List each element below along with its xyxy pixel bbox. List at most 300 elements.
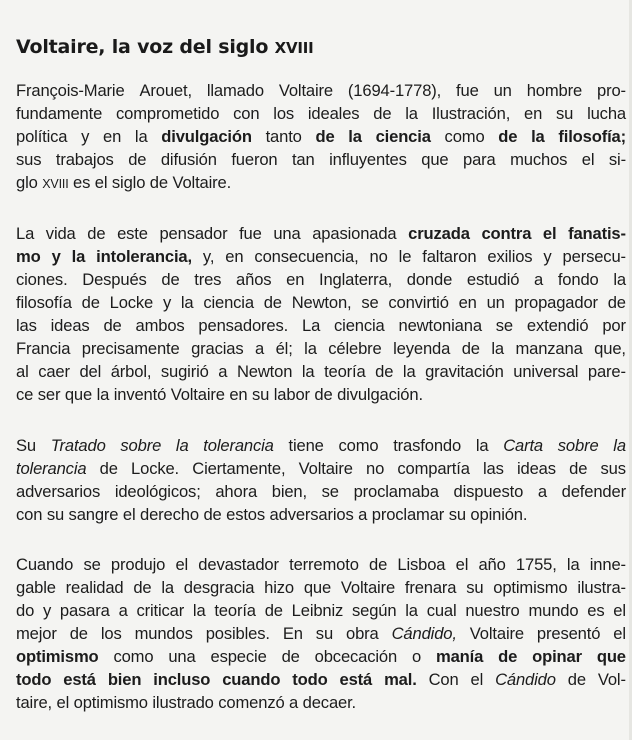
word: la <box>348 127 362 146</box>
word: a <box>218 362 228 381</box>
word: el <box>455 555 469 574</box>
word: la <box>301 362 315 381</box>
word: es <box>587 601 605 620</box>
word: realidad <box>65 578 124 597</box>
word: 1755, <box>515 555 557 574</box>
word: obra <box>346 624 379 643</box>
word: incluso <box>153 670 211 689</box>
word: Newton, <box>291 293 352 312</box>
word: el <box>470 670 484 689</box>
word: ilustrado <box>152 693 214 712</box>
article-title-century: XVIII <box>274 39 314 57</box>
word: decaer. <box>302 693 357 712</box>
text-line <box>16 337 626 360</box>
word: Voltaire. <box>172 173 232 192</box>
text-line <box>16 622 626 645</box>
text-line <box>16 268 626 291</box>
word: Francia <box>16 339 71 358</box>
word: la <box>613 270 626 289</box>
word: que <box>421 150 449 169</box>
word: produjo <box>110 555 166 574</box>
word: árbol, <box>110 362 152 381</box>
word: Cándido <box>495 670 556 689</box>
word: cruzada <box>408 224 470 243</box>
word: el <box>175 555 189 574</box>
word: glo <box>16 173 38 192</box>
word: de <box>133 578 152 597</box>
word: una <box>273 224 301 243</box>
word: de <box>264 601 283 620</box>
word: filosofía <box>16 293 72 312</box>
word: Voltaire <box>278 81 333 100</box>
word: proclamaba <box>353 482 439 501</box>
word: hombre <box>526 81 583 100</box>
word: La <box>301 316 321 335</box>
word: a <box>534 270 544 289</box>
word: taire, <box>16 693 52 712</box>
word: se <box>495 316 514 335</box>
text-line <box>16 245 626 268</box>
word: es <box>73 173 91 192</box>
word: de <box>569 459 588 478</box>
word: Newton <box>236 362 293 381</box>
word: las <box>16 316 37 335</box>
word: según <box>352 601 397 620</box>
word: bien, <box>271 482 307 501</box>
text-line <box>16 457 626 480</box>
text-line <box>16 314 626 337</box>
word: en <box>286 270 305 289</box>
word: opinar <box>532 647 582 666</box>
word: frenara <box>404 578 457 597</box>
word: divulgación. <box>337 385 423 404</box>
word: adversarios <box>269 505 354 524</box>
word: cual <box>426 601 457 620</box>
word: año <box>478 555 506 574</box>
word: ideales <box>307 104 360 123</box>
word: se <box>83 555 101 574</box>
word: propagador <box>514 293 598 312</box>
word: ideas <box>516 459 556 478</box>
word: fue <box>239 224 262 243</box>
word: política <box>16 127 68 146</box>
word: de <box>375 362 394 381</box>
word: difusión <box>160 150 217 169</box>
word: la <box>405 601 418 620</box>
word: llamado <box>206 81 264 100</box>
word: un <box>493 81 512 100</box>
word: de <box>87 224 106 243</box>
word: de <box>69 624 88 643</box>
word: Voltaire <box>298 459 353 478</box>
text-line <box>16 148 626 171</box>
word: de <box>161 270 180 289</box>
word: convirtió <box>388 293 449 312</box>
word: la <box>475 436 489 455</box>
word: no <box>369 247 388 266</box>
word: contra <box>481 224 532 243</box>
word: ciones. <box>16 270 68 289</box>
word: leyenda <box>393 339 451 358</box>
text-line <box>16 102 626 125</box>
word: obcecación <box>314 647 398 666</box>
word: se <box>361 293 379 312</box>
word: adversarios <box>16 482 101 501</box>
word: universal <box>513 362 579 381</box>
word: caer <box>38 362 70 381</box>
word: la <box>192 601 206 620</box>
word: el <box>581 150 595 169</box>
word: precisamente <box>81 339 180 358</box>
word: un <box>486 293 505 312</box>
word: célebre <box>328 339 382 358</box>
word: la <box>402 362 416 381</box>
word: de <box>149 173 168 192</box>
word: fondo <box>557 270 599 289</box>
word: la <box>161 578 174 597</box>
word: especie <box>210 647 267 666</box>
word: optimismo <box>493 578 568 597</box>
text-line <box>16 291 626 314</box>
word: todo <box>16 670 52 689</box>
word: filosofía; <box>558 127 626 146</box>
word: de <box>281 647 300 666</box>
word: teoría <box>324 362 366 381</box>
word: de <box>263 293 282 312</box>
word: Vol- <box>597 670 626 689</box>
word: y, <box>202 247 215 266</box>
word: para <box>462 150 496 169</box>
word: exilios <box>487 247 533 266</box>
text-line <box>16 125 626 148</box>
word: su <box>315 624 334 643</box>
word: compartía <box>397 459 470 478</box>
word: mejor <box>16 624 57 643</box>
word: Carta <box>503 436 544 455</box>
word: comprometido <box>115 104 220 123</box>
word: mundos <box>134 624 193 643</box>
word: (1694-1778), <box>347 81 442 100</box>
word: divulgación <box>161 127 252 146</box>
word: y <box>81 127 90 146</box>
word: estudió <box>466 270 520 289</box>
word: Voltaire <box>469 624 524 643</box>
word: ahora <box>215 482 258 501</box>
word: de <box>373 104 392 123</box>
word: Cuando <box>16 555 74 574</box>
text-line <box>16 171 626 194</box>
word: la <box>134 127 148 146</box>
word: una <box>168 647 196 666</box>
word: derecho <box>140 505 199 524</box>
text-line <box>16 576 626 599</box>
word: nuestro <box>465 601 520 620</box>
word: pensador <box>159 224 228 243</box>
word: Voltaire <box>170 385 225 404</box>
word: ideas <box>50 316 90 335</box>
text-line <box>16 599 626 622</box>
word: que <box>64 385 93 404</box>
word: de <box>498 127 518 146</box>
word: En <box>282 624 303 643</box>
word: dispuesto <box>453 482 524 501</box>
word: fanatis- <box>568 224 626 243</box>
word: su <box>252 385 270 404</box>
word: presentó <box>536 624 601 643</box>
word: donde <box>406 270 453 289</box>
word: en <box>225 247 244 266</box>
word: Leibniz <box>291 601 344 620</box>
word: a <box>255 339 265 358</box>
word: de <box>607 293 626 312</box>
word: faltaron <box>422 247 477 266</box>
word: extendió <box>526 316 589 335</box>
word: pensadores. <box>198 316 289 335</box>
word: ciencia <box>334 316 385 335</box>
word: influyentes <box>329 150 407 169</box>
word: el <box>613 601 626 620</box>
word: de <box>498 647 518 666</box>
word: mal. <box>384 670 417 689</box>
word: Voltaire <box>340 578 396 597</box>
paragraph-4 <box>16 553 626 714</box>
word: con <box>233 104 260 123</box>
word: y <box>543 247 552 266</box>
paragraph-1 <box>16 79 626 194</box>
word: la <box>405 104 418 123</box>
word: años <box>236 270 272 289</box>
word: está <box>63 670 96 689</box>
word: François-Marie <box>16 81 125 100</box>
word: de <box>203 505 222 524</box>
word: tiene <box>288 436 324 455</box>
word: la <box>304 339 317 358</box>
word: posibles. <box>205 624 270 643</box>
word: como <box>444 127 485 146</box>
word: tanto <box>265 127 302 146</box>
word: mo <box>16 247 41 266</box>
word: lucha <box>587 104 626 123</box>
word: Con <box>428 670 459 689</box>
word: newtoniana <box>398 316 482 335</box>
word: como <box>338 436 379 455</box>
word: y <box>42 601 52 620</box>
word: gravitación <box>425 362 504 381</box>
word: XVIII <box>42 177 69 191</box>
word: su <box>556 104 574 123</box>
word: Ilustración, <box>431 104 511 123</box>
word: Locke <box>109 293 154 312</box>
paragraph-3 <box>16 434 626 526</box>
word: ambos <box>135 316 185 335</box>
word: Arouet, <box>139 81 192 100</box>
word: Ciertamente, <box>192 459 286 478</box>
word: criticar <box>136 601 185 620</box>
word: vida <box>45 224 76 243</box>
word: ciencia <box>203 293 254 312</box>
word: y <box>51 247 61 266</box>
text-line <box>16 222 626 245</box>
word: desgracia <box>183 578 255 597</box>
word: bien <box>107 670 142 689</box>
text-line <box>16 668 626 691</box>
word: tres <box>194 270 222 289</box>
word: como <box>113 647 154 666</box>
word: la <box>566 555 580 574</box>
word: se <box>321 482 339 501</box>
word: tolerancia <box>203 436 274 455</box>
word: a <box>118 601 128 620</box>
word: en <box>103 127 122 146</box>
word: la <box>175 436 189 455</box>
word: Cándido, <box>391 624 457 643</box>
word: que, <box>594 339 626 358</box>
word: siglo <box>111 173 146 192</box>
word: defender <box>561 482 626 501</box>
word: La <box>16 224 35 243</box>
word: intolerancia, <box>96 247 192 266</box>
text-line <box>16 503 626 526</box>
word: a <box>289 693 299 712</box>
word: de <box>315 127 335 146</box>
text-line <box>16 480 626 503</box>
word: los <box>273 104 295 123</box>
word: optimismo <box>73 693 148 712</box>
word: en <box>229 385 248 404</box>
word: gable <box>16 578 56 597</box>
word: la <box>96 385 110 404</box>
word: al <box>16 362 29 381</box>
word: de <box>567 670 586 689</box>
text-line <box>16 79 626 102</box>
word: de <box>81 293 100 312</box>
word: su <box>466 578 484 597</box>
word: Lisboa <box>397 555 446 574</box>
article-title-text: Voltaire, la voz del siglo <box>16 36 269 58</box>
word: si- <box>608 150 626 169</box>
word: comenzó <box>218 693 285 712</box>
word: persecu- <box>562 247 626 266</box>
word: sugirió <box>160 362 209 381</box>
word: fueron <box>231 150 278 169</box>
text-line <box>16 691 626 714</box>
word: que <box>596 647 626 666</box>
word: del <box>79 362 102 381</box>
word: pare- <box>587 362 626 381</box>
word: ilustra- <box>577 578 626 597</box>
word: ce <box>16 385 34 404</box>
word: está <box>339 670 373 689</box>
word: pro- <box>596 81 626 100</box>
word: ser <box>37 385 61 404</box>
text-line <box>16 360 626 383</box>
word: opinión. <box>470 505 528 524</box>
word: de <box>461 339 480 358</box>
word: en <box>524 104 543 123</box>
word: de <box>369 555 388 574</box>
word: inne- <box>589 555 626 574</box>
word: ciencia <box>375 127 431 146</box>
word: la <box>491 339 504 358</box>
word: Tratado <box>50 436 106 455</box>
text-line <box>16 645 626 668</box>
word: de <box>99 459 118 478</box>
word: él; <box>275 339 293 358</box>
word: sus <box>600 459 626 478</box>
word: el <box>542 224 557 243</box>
word: le <box>398 247 412 266</box>
word: tolerancia <box>16 459 87 478</box>
word: consecuencia, <box>254 247 359 266</box>
word: inventó <box>113 385 167 404</box>
text-line <box>16 434 626 457</box>
word: la <box>613 436 626 455</box>
text-line <box>16 383 626 406</box>
word: cuando <box>222 670 281 689</box>
word: optimismo <box>16 647 99 666</box>
word: tan <box>291 150 315 169</box>
word: trabajos <box>55 150 114 169</box>
word: el <box>613 624 626 643</box>
word: este <box>117 224 148 243</box>
word: sangre <box>68 505 119 524</box>
word: Después <box>82 270 147 289</box>
word: de <box>103 316 122 335</box>
word: el <box>94 173 108 192</box>
word: gracias <box>191 339 244 358</box>
word: no <box>366 459 385 478</box>
word: por <box>602 316 626 335</box>
word: la <box>180 293 194 312</box>
word: Inglaterra, <box>319 270 393 289</box>
word: fundamente <box>16 104 103 123</box>
word: fue <box>456 81 479 100</box>
word: manía <box>436 647 484 666</box>
word: sobre <box>120 436 162 455</box>
word: muchos <box>510 150 568 169</box>
word: teoría <box>214 601 256 620</box>
word: labor <box>273 385 310 404</box>
word: de <box>128 150 147 169</box>
word: con <box>16 505 43 524</box>
word: devastador <box>198 555 279 574</box>
word: en <box>458 293 477 312</box>
word: pasara <box>59 601 110 620</box>
word: las <box>483 459 504 478</box>
word: Su <box>16 436 36 455</box>
word: o <box>412 647 422 666</box>
word: Locke. <box>131 459 180 478</box>
word: la <box>71 247 86 266</box>
word: el <box>122 505 136 524</box>
word: todo <box>292 670 328 689</box>
word: y <box>162 293 172 312</box>
word: a <box>358 505 368 524</box>
word: terremoto <box>289 555 359 574</box>
word: apasionada <box>312 224 397 243</box>
word: estos <box>226 505 266 524</box>
word: sobre <box>557 436 599 455</box>
word: su <box>46 505 65 524</box>
word: ideológicos; <box>114 482 201 501</box>
word: de <box>314 385 333 404</box>
word: el <box>56 693 70 712</box>
word: do <box>16 601 35 620</box>
word: hizo <box>264 578 295 597</box>
text-line <box>16 553 626 576</box>
word: los <box>100 624 122 643</box>
word: su <box>448 505 466 524</box>
